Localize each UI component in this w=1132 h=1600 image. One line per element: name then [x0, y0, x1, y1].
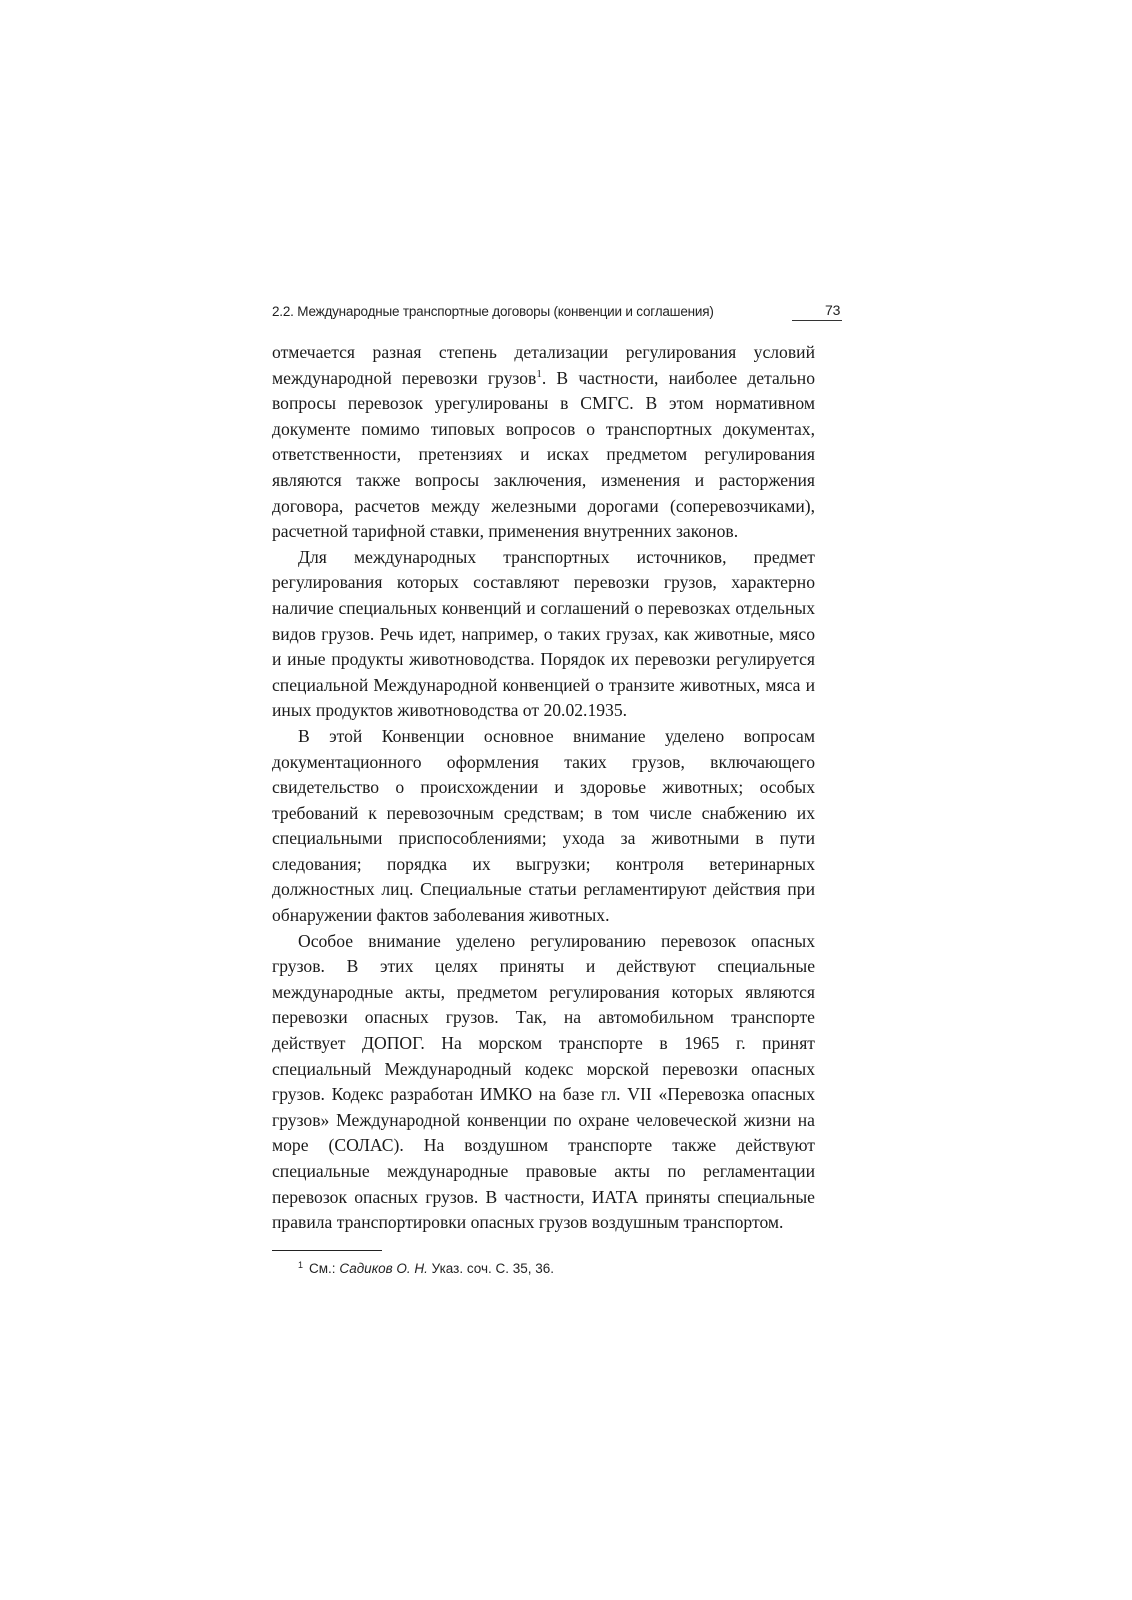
footnote-divider [272, 1250, 382, 1251]
section-title: 2.2. Международные транспортные договоры (конвенции и соглашения) [272, 304, 714, 319]
paragraph-1-text: отмечается разная степень детализации регулирования условий международной перевозки грузов [272, 342, 815, 388]
footnote-author: Садиков О. Н. [339, 1260, 428, 1276]
page-number: 73 [825, 302, 841, 318]
body-text [272, 340, 815, 1236]
footnote [272, 1261, 852, 1276]
paragraph-1 [272, 340, 815, 545]
running-header [272, 300, 852, 326]
paragraph-3: В этой Конвенции основное внимание уделено вопросам документационного оформления таких грузов, включающего свидетельство о происхождении и здоровье животных; особых требований к перевозочным средствам; в том числе снабжению их специальными приспособлениями; ухода за животными в пути следования; порядка их выгрузки; контроля ветеринарных должностных лиц. Специальные статьи регламентируют действия при обнаружении фактов заболевания животных. [272, 725, 815, 926]
paragraph-2: Для международных транспортных источников, предмет регулирования которых составляют перевозки грузов, характерно наличие специальных конвенций и соглашений о перевозках отдельных видов грузов. Речь идет, например, о таких грузах, как животные, мясо и иные продукты животноводства. Порядок их перевозки регулируется специальной Международной конвенцией о транзите животных, мяса и иных продуктов животноводства от 20.02.1935. [272, 546, 815, 721]
paragraph-1-text-continued: . В частности, наиболее детально вопросы перевозок урегулированы в СМГС. В этом нормативном документе помимо типовых вопросов о транспортных документах, ответственности, претензиях и исках предметом регулирования являются также вопросы заключения, изменения и расторжения договора, расчетов между железными дорогами (соперевозчиками), расчетной тарифной ставки, применения внутренних законов. [272, 367, 815, 542]
header-rule [792, 320, 842, 321]
footnote-source: Указ. соч. С. 35, 36. [427, 1260, 555, 1276]
book-page [272, 300, 852, 1276]
footnote-number: 1 [298, 1259, 304, 1270]
footnote-reference: 1 [536, 367, 542, 380]
paragraph-4: Особое внимание уделено регулированию перевозок опасных грузов. В этих целях приняты и действуют специальные международные акты, предметом регулирования которых являются перевозки опасных грузов. Так, на автомобильном транспорте действует ДОПОГ. На морском транспорте в 1965 г. принят специальный Международный кодекс морской перевозки опасных грузов. Кодекс разработан ИМКО на базе гл. VII «Перевозка опасных грузов» Международной конвенции по охране человеческой жизни на море (СОЛАС). На воздушном транспорте также действуют специальные международные правовые акты по регламентации перевозок опасных грузов. В частности, ИАТА приняты специальные правила транспортировки опасных грузов воздушным транспортом. [272, 930, 815, 1233]
footnote-prefix: См.: [309, 1260, 340, 1276]
